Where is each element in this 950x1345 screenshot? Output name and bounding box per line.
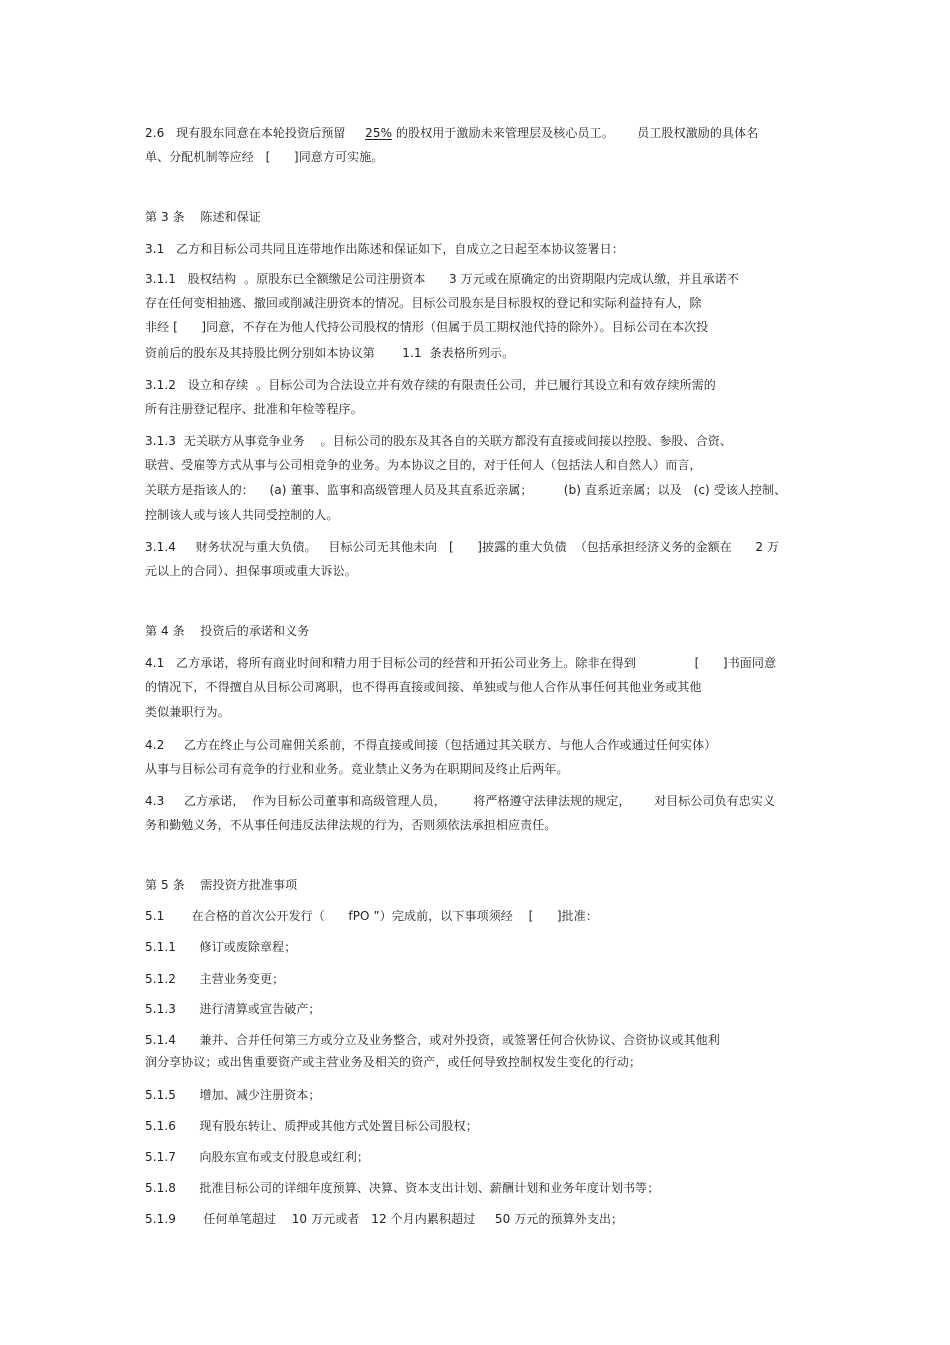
clause-2-6-line-1	[145, 124, 758, 142]
clause-5-1-9: 5.1.9 任何单笔超过 10 万元或者 12 个月内累积超过 50 万元的预算外支出；	[145, 1212, 624, 1226]
clause-5-1-7: 5.1.7 向股东宣布或支付股息或红利；	[145, 1150, 369, 1164]
article-5-title: 第 5 条 需投资方批准事项	[145, 878, 298, 892]
clause-5-1-4-line-1: 5.1.4 兼并、合并任何第三方或分立及业务整合，或对外投资，或签署任何合伙协议、合资协议或其他利	[145, 1033, 720, 1047]
clause-3-1-1-line-3: 非经 [ ]同意，不存在为他人代持公司股权的情形（但属于员工期权池代持的除外）。目标公司在本次投	[145, 320, 709, 334]
clause-5-1-2: 5.1.2 主营业务变更；	[145, 972, 285, 986]
reserved-equity-percent: 25%	[365, 126, 393, 140]
clause-3-1-3-line-2: 联营、受雇等方式从事与公司相竞争的业务。为本协议之目的，对于任何人（包括法人和自然人）而言，	[145, 458, 702, 472]
clause-4-3-line-2: 务和勤勉义务，不从事任何违反法律法规的行为，否则须依法承担相应责任。	[145, 818, 557, 832]
clause-4-1-line-1: 4.1 乙方承诺，将所有商业时间和精力用于目标公司的经营和开拓公司业务上。除非在得到 [ ]书面同意	[145, 656, 777, 670]
clause-3-1-3-line-4: 控制该人或与该人共同受控制的人。	[145, 508, 339, 522]
clause-3-1-3-line-1: 3.1.3 无关联方从事竞争业务 。目标公司的股东及其各自的关联方都没有直接或间接以控股、参股、合资、	[145, 434, 732, 448]
clause-3-1: 3.1 乙方和目标公司共同且连带地作出陈述和保证如下，自成立之日起至本协议签署日：	[145, 242, 624, 256]
clause-5-1-3: 5.1.3 进行清算或宣告破产；	[145, 1002, 321, 1016]
clause-2-6-line-2: 单、分配机制等应经 [ ]同意方可实施。	[145, 150, 384, 164]
clause-3-1-3-line-3: 关联方是指该人的： (a) 董事、监事和高级管理人员及其直系近亲属； (b) 直系近亲属；以及 (c) 受该人控制、	[145, 483, 787, 497]
clause-5-1-8: 5.1.8 批准目标公司的详细年度预算、决算、资本支出计划、薪酬计划和业务年度计划书等；	[145, 1181, 660, 1195]
clause-5-1-6: 5.1.6 现有股东转让、质押或其他方式处置目标公司股权；	[145, 1119, 478, 1133]
article-3-title: 第 3 条 陈述和保证	[145, 210, 261, 224]
clause-3-1-1-line-2: 存在任何变相抽逃、撤回或削减注册资本的情况。目标公司股东是目标股权的登记和实际利益持有人，除	[145, 296, 702, 310]
clause-3-1-1-line-1: 3.1.1 股权结构 。原股东已全额缴足公司注册资本 3 万元或在原确定的出资期限内完成认缴，并且承诺不	[145, 272, 739, 286]
clause-4-1-line-2: 的情况下，不得擅自从目标公司离职，也不得再直接或间接、单独或与他人合作从事任何其他业务或其他	[145, 680, 702, 694]
clause-4-2-line-1: 4.2 乙方在终止与公司雇佣关系前，不得直接或间接（包括通过其关联方、与他人合作或通过任何实体）	[145, 738, 717, 752]
clause-4-3-line-1: 4.3 乙方承诺， 作为目标公司董事和高级管理人员， 将严格遵守法律法规的规定， 对目标公司负有忠实义	[145, 794, 776, 808]
clause-2-6-text-a: 2.6 现有股东同意在本轮投资后预留	[145, 126, 366, 140]
clause-3-1-4-line-2: 元以上的合同）、担保事项或重大诉讼。	[145, 564, 357, 578]
clause-3-1-4-line-1: 3.1.4 财务状况与重大负债。 目标公司无其他未向 [ ]披露的重大负债 （包括承担经济义务的金额在 2 万	[145, 540, 780, 554]
clause-3-1-1-line-4: 资前后的股东及其持股比例分别如本协议第 1.1 条表格所列示。	[145, 346, 515, 360]
clause-3-1-2-line-1: 3.1.2 设立和存续 。目标公司为合法设立并有效存续的有限责任公司，并已履行其设立和有效存续所需的	[145, 378, 716, 392]
clause-4-1-line-3: 类似兼职行为。	[145, 705, 230, 719]
clause-4-2-line-2: 从事与目标公司有竞争的行业和业务。竞业禁止义务为在职期间及终止后两年。	[145, 762, 569, 776]
clause-5-1-4-line-2: 润分享协议；或出售重要资产或主营业务及相关的资产，或任何导致控制权发生变化的行动；	[145, 1055, 642, 1069]
clause-5-1-1: 5.1.1 修订或废除章程；	[145, 940, 297, 954]
article-4-title: 第 4 条 投资后的承诺和义务	[145, 624, 310, 638]
clause-2-6-text-b: 的股权用于激励未来管理层及核心员工。 员工股权激励的具体名	[392, 126, 759, 140]
clause-3-1-2-line-2: 所有注册登记程序、批准和年检等程序。	[145, 402, 363, 416]
clause-5-1: 5.1 在合格的首次公开发行（ fPO ”）完成前，以下事项须经 [ ]批准：	[145, 909, 598, 923]
clause-5-1-5: 5.1.5 增加、减少注册资本；	[145, 1088, 321, 1102]
